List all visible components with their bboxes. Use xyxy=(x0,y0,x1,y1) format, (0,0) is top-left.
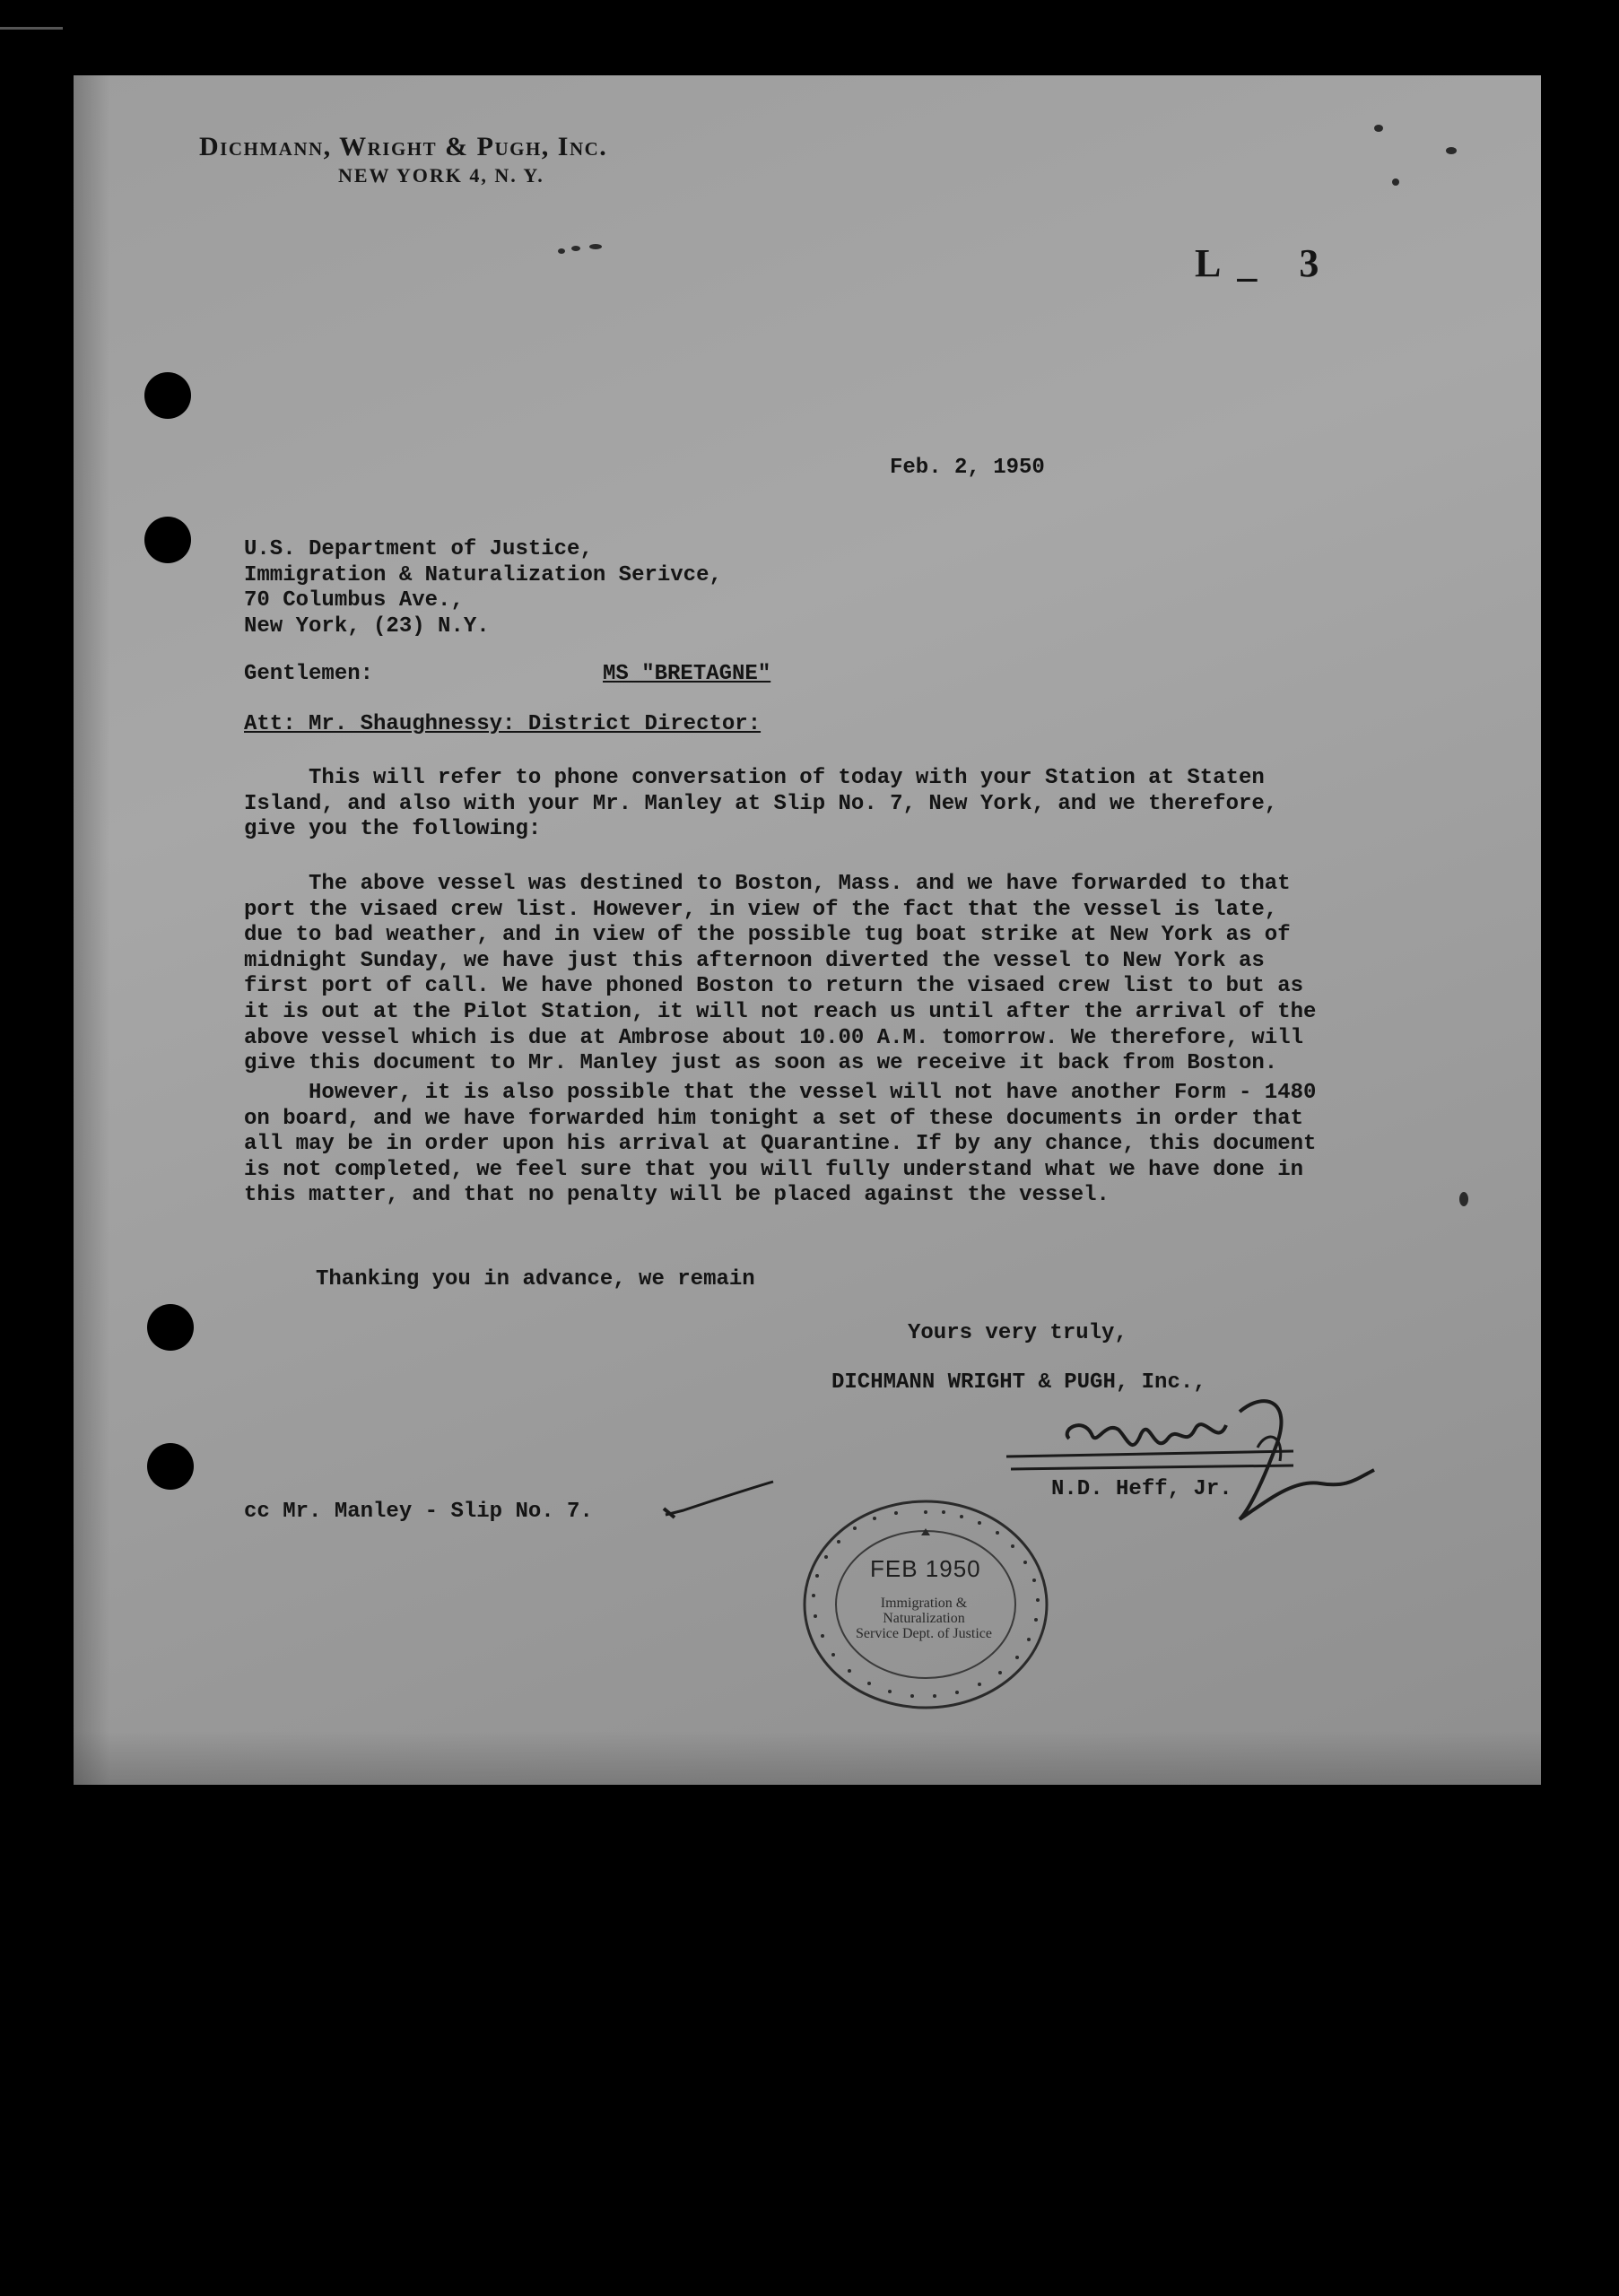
punch-hole xyxy=(147,1443,194,1490)
punch-hole xyxy=(144,517,191,563)
stamp-department-line: Naturalization xyxy=(883,1611,965,1626)
letterhead xyxy=(199,132,607,187)
vessel-reference: MS "BRETAGNE" xyxy=(603,662,771,686)
attention-line: Att: Mr. Shaughnessy: District Director: xyxy=(244,712,762,736)
recipient-address xyxy=(244,537,722,639)
letter-sheet xyxy=(74,75,1541,1785)
handwritten-signature xyxy=(997,1394,1392,1528)
punch-hole xyxy=(144,372,191,419)
ink-speck xyxy=(1392,178,1399,186)
check-mark-icon xyxy=(648,1474,782,1528)
closing-line: Thanking you in advance, we remain xyxy=(316,1267,755,1292)
sheet-shadow-bottom xyxy=(74,1731,1541,1785)
punch-hole xyxy=(147,1304,194,1351)
stamp-department-line: Immigration & xyxy=(880,1596,968,1611)
stamp-department xyxy=(830,1596,1018,1641)
ink-speck xyxy=(558,248,565,254)
ink-speck xyxy=(571,246,580,251)
body-paragraph: The above vessel was destined to Boston, Mass. and we have forwarded to that port the visaed crew list. However, in view of the fact that the vessel is late, due to bad weather, and in view of the possible tug boat strike at New York as of midnight Sunday, we have just this afternoon diverted the vessel to New York as first port of call. We have phoned Boston to return the visaed crew list to but as it is out at the Pilot Station, it will not reach us until after the arrival of the above vessel which is due at Ambrose about 10.00 A.M. tomorrow. We therefore, will give this document to Mr. Manley just as soon as we receive it back from Boston. xyxy=(244,872,1317,1076)
ink-speck xyxy=(589,244,602,249)
salutation: Gentlemen: xyxy=(244,662,374,686)
file-number: L_ 3 xyxy=(1195,241,1336,285)
recipient-line: New York, (23) N.Y. xyxy=(244,613,490,639)
body-paragraph: However, it is also possible that the vessel will not have another Form - 1480 on board, and we have forwarded him tonight a set of these documents in order that all may be in order upon his arrival at Quarantine. If by any chance, this document is not completed, we feel sure that you will fully understand what we have done in this matter, and that no penalty will be placed against the vessel. xyxy=(244,1081,1317,1208)
sheet-shadow-left xyxy=(74,75,109,1785)
stamp-department-line: Service Dept. of Justice xyxy=(856,1626,992,1641)
scan-edge-mark xyxy=(0,27,63,30)
recipient-line: U.S. Department of Justice, xyxy=(244,537,593,561)
recipient-line: 70 Columbus Ave., xyxy=(244,588,464,613)
ink-speck xyxy=(1459,1192,1468,1206)
signer-name: N.D. Heff, Jr. xyxy=(1051,1477,1232,1501)
complimentary-close: Yours very truly, xyxy=(908,1321,1127,1345)
company-address: NEW YORK 4, N. Y. xyxy=(338,164,544,187)
ink-speck xyxy=(1446,147,1457,154)
body-paragraph: This will refer to phone conversation of today with your Station at Staten Island, and also with your Mr. Manley at Slip No. 7, New York, and we therefore, give you the following: xyxy=(244,766,1278,842)
signature-company: DICHMANN WRIGHT & PUGH, Inc., xyxy=(831,1370,1206,1395)
letter-date: Feb. 2, 1950 xyxy=(890,456,1045,480)
recipient-line: Immigration & Naturalization Serivce, xyxy=(244,562,722,587)
stamp-date: FEB 1950 xyxy=(870,1555,981,1582)
ink-speck xyxy=(1374,125,1383,132)
company-name: Dichmann, Wright & Pugh, Inc. xyxy=(199,132,608,161)
cc-line: cc Mr. Manley - Slip No. 7. xyxy=(244,1500,593,1524)
